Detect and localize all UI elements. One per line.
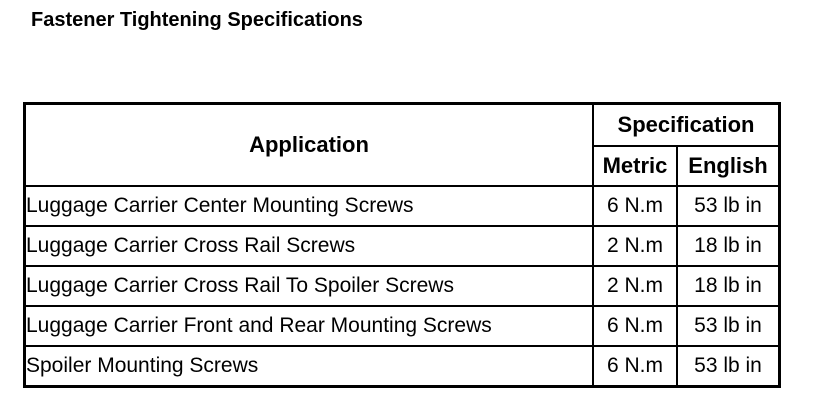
- table-row: [25, 306, 780, 346]
- table-row: [25, 266, 780, 306]
- english-header: English: [677, 146, 780, 186]
- english-cell: 53 lb in: [677, 186, 780, 226]
- metric-header: Metric: [593, 146, 677, 186]
- metric-cell: 6 N.m: [593, 186, 677, 226]
- english-cell: 53 lb in: [677, 306, 780, 346]
- table-row: [25, 186, 780, 226]
- english-cell: 18 lb in: [677, 266, 780, 306]
- application-header: Application: [25, 104, 594, 187]
- table-row: [25, 226, 780, 266]
- english-cell: 18 lb in: [677, 226, 780, 266]
- application-cell: Luggage Carrier Cross Rail Screws: [25, 226, 594, 266]
- metric-cell: 2 N.m: [593, 226, 677, 266]
- metric-cell: 2 N.m: [593, 266, 677, 306]
- application-cell: Luggage Carrier Center Mounting Screws: [25, 186, 594, 226]
- page-title: Fastener Tightening Specifications: [31, 9, 363, 31]
- fastener-spec-table: [23, 102, 781, 388]
- table-row: [25, 346, 780, 387]
- english-cell: 53 lb in: [677, 346, 780, 387]
- application-cell: Luggage Carrier Front and Rear Mounting Screws: [25, 306, 594, 346]
- metric-cell: 6 N.m: [593, 346, 677, 387]
- application-cell: Luggage Carrier Cross Rail To Spoiler Screws: [25, 266, 594, 306]
- application-cell: Spoiler Mounting Screws: [25, 346, 594, 387]
- specification-header: Specification: [593, 104, 780, 147]
- metric-cell: 6 N.m: [593, 306, 677, 346]
- table-header-row: [25, 104, 780, 147]
